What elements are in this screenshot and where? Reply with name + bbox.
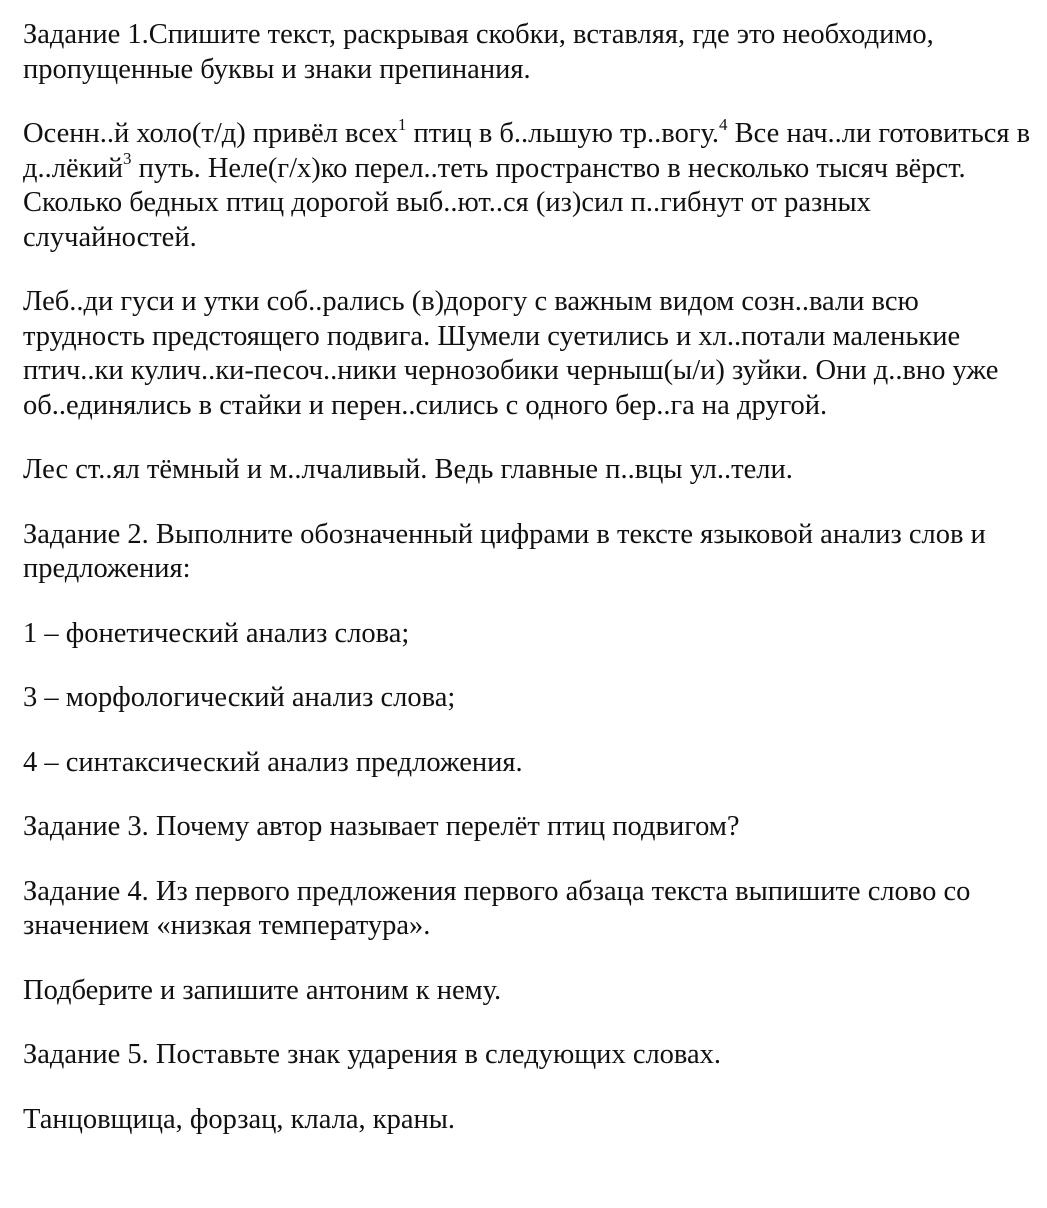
task4-heading: Задание 4. Из первого предложения первого абзаца текста выпишите слово со значением «низкая температура». xyxy=(23,875,971,941)
task5-heading: Задание 5. Поставьте знак ударения в следующих словах. xyxy=(23,1039,722,1070)
text-paragraph-2: Леб..ди гуси и утки соб..рались (в)дорогу с важным видом созн..вали всю трудность предстоящего подвига. Шумели суетились и хл..потали маленькие птич..ки кулич..ки-песоч..ники чернозобики черныш(ы/и) зуйки. Они д..вно уже об..единялись в стайки и перен..сились с одного бер..га на другой. xyxy=(23,286,999,421)
footnote-marker: 3 xyxy=(122,149,132,168)
text-fragment: Все нач..ли готовиться в д..лёкий xyxy=(23,118,1031,184)
task2-item-1: 1 – фонетический анализ слова; xyxy=(23,617,410,649)
task2-item-4: 4 – синтаксический анализ предложения. xyxy=(23,746,523,778)
task3-heading: Задание 3. Почему автор называет перелёт птиц подвигом? xyxy=(23,811,740,842)
task5-words: Танцовщица, форзац, клала, краны. xyxy=(23,1103,455,1135)
task2-heading: Задание 2. Выполните обозначенный цифрами в тексте языковой анализ слов и предложения: xyxy=(23,518,986,584)
footnote-marker: 1 xyxy=(397,114,407,134)
text-fragment: птиц в б..льшую тр..вогу. xyxy=(406,118,720,149)
task4-subtask: Подберите и запишите антоним к нему. xyxy=(23,974,502,1006)
task1-heading: Задание 1.Спишите текст, раскрывая скобки, вставляя, где это необходимо, пропущенные буквы и знаки препинания. xyxy=(23,19,934,85)
text-paragraph-1 xyxy=(23,114,1035,255)
text-paragraph-3: Лес ст..ял тёмный и м..лчаливый. Ведь главные п..вцы ул..тели. xyxy=(23,454,793,485)
task2-item-3: 3 – морфологический анализ слова; xyxy=(23,682,456,713)
text-fragment: путь. Неле(г/х)ко перел..теть пространство в несколько тысяч вёрст. Сколько бедных птиц дорогой выб..ют..ся (из)сил п..гибнут от разных случайностей. xyxy=(23,152,966,253)
footnote-marker: 4 xyxy=(719,114,728,134)
text-fragment: Осенн..й холо(т/д) привёл всех xyxy=(23,118,398,149)
